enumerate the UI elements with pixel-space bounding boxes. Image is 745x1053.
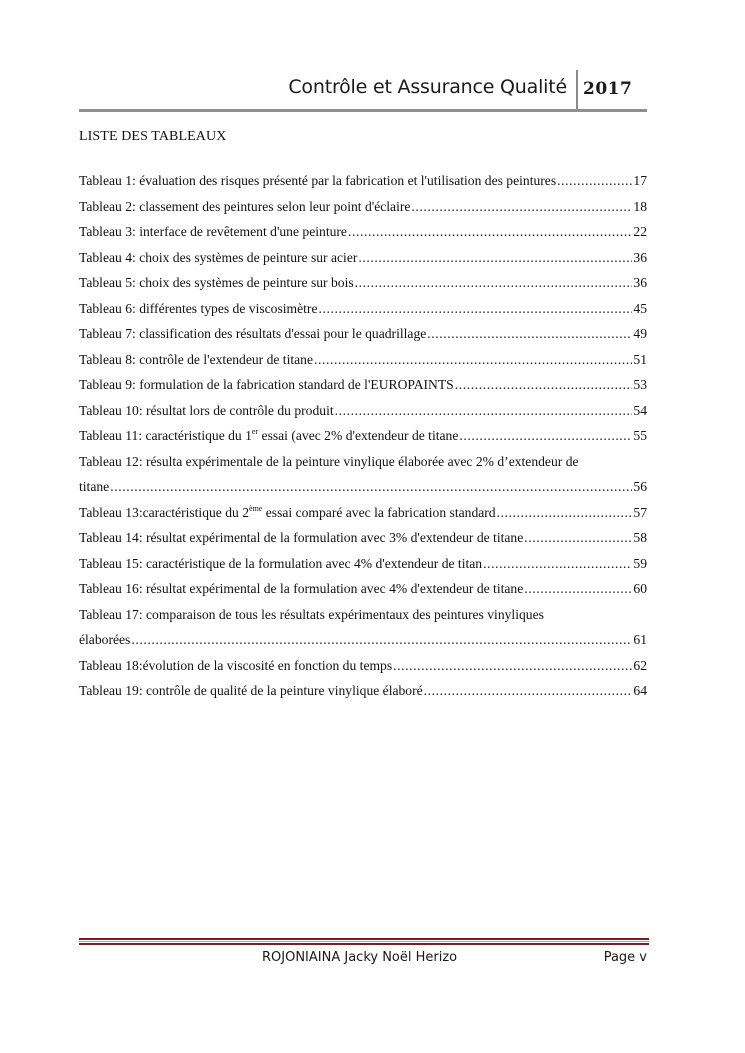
toc-entry-label-pre: Tableau 11: caractéristique du 1 bbox=[79, 428, 252, 443]
toc-entry-label: Tableau 10: résultat lors de contrôle du produit bbox=[79, 402, 334, 418]
toc-entry[interactable] bbox=[79, 474, 647, 500]
toc-entry-label: Tableau 4: choix des systèmes de peinture sur acier bbox=[79, 249, 358, 265]
toc-entry-page: 58 bbox=[633, 530, 647, 545]
header-rule bbox=[79, 109, 647, 112]
toc-entry[interactable] bbox=[79, 270, 647, 296]
toc-entry[interactable] bbox=[79, 678, 647, 704]
toc-entry-page: 51 bbox=[633, 351, 647, 367]
toc-entry-label: Tableau 19: contrôle de qualité de la peinture vinylique élaboré bbox=[79, 683, 423, 698]
dot-leader bbox=[483, 551, 632, 577]
footer-rule-bottom bbox=[79, 943, 649, 945]
header-title: Contrôle et Assurance Qualité bbox=[288, 76, 567, 98]
toc-entry-label-line1: Tableau 12: résulta expérimentale de la peinture vinylique élaborée avec 2% d’extendeur de bbox=[79, 453, 579, 469]
toc-entry-page: 56 bbox=[633, 479, 647, 494]
toc-entry-label: Tableau 8: contrôle de l'extendeur de titane bbox=[79, 351, 314, 367]
toc-entry-label: Tableau 9: formulation de la fabrication standard de l'EUROPAINTS bbox=[79, 377, 454, 392]
toc-entry[interactable] bbox=[79, 525, 647, 551]
dot-leader bbox=[424, 678, 633, 704]
toc-entry-page: 54 bbox=[633, 402, 647, 418]
footer-rule-top bbox=[79, 938, 649, 940]
toc-entry[interactable] bbox=[79, 219, 647, 245]
toc-entry-label: Tableau 18:évolution de la viscosité en fonction du temps bbox=[79, 657, 393, 673]
toc-entry-page: 62 bbox=[633, 657, 647, 673]
header-divider bbox=[576, 70, 578, 112]
toc-entry-page: 22 bbox=[633, 224, 647, 239]
toc-entry-label-pre: Tableau 13:caractéristique du 2 bbox=[79, 504, 250, 520]
toc-entry-label: Tableau 6: différentes types de viscosimètre bbox=[79, 300, 318, 316]
dot-leader bbox=[427, 321, 632, 347]
toc-entry-label bbox=[79, 500, 496, 526]
toc-entry-label-post: essai (avec 2% d'extendeur de titane bbox=[258, 428, 459, 443]
ordinal-superscript: er bbox=[251, 427, 259, 436]
toc-entry[interactable] bbox=[79, 423, 647, 449]
toc-entry-label: Tableau 16: résultat expérimental de la formulation avec 4% d'extendeur de titane bbox=[79, 581, 524, 596]
toc-entry-page: 53 bbox=[633, 377, 647, 392]
toc-entry-page: 61 bbox=[633, 632, 647, 647]
toc-entry-label: Tableau 3: interface de revêtement d'une peinture bbox=[79, 224, 347, 239]
toc-entry-label: élaborées bbox=[79, 632, 131, 647]
toc-entry-label: Tableau 14: résultat expérimental de la formulation avec 3% d'extendeur de titane bbox=[79, 530, 524, 545]
header-year: 2017 bbox=[583, 79, 633, 99]
toc-entry-page: 17 bbox=[633, 173, 647, 188]
dot-leader bbox=[459, 423, 632, 449]
dot-leader bbox=[411, 194, 632, 220]
toc-entry-label: Tableau 5: choix des systèmes de peinture sur bois bbox=[79, 275, 354, 290]
toc-entry-label-line1: Tableau 17: comparaison de tous les résultats expérimentaux des peintures vinyliques bbox=[79, 606, 544, 622]
section-title: LISTE DES TABLEAUX bbox=[79, 129, 227, 144]
toc-entry-page: 49 bbox=[633, 326, 647, 341]
dot-leader bbox=[355, 270, 633, 296]
toc-entry-page: 64 bbox=[633, 683, 647, 698]
toc-entry-page: 60 bbox=[633, 581, 647, 596]
toc-entry-wrapped-line[interactable] bbox=[79, 449, 647, 475]
dot-leader bbox=[110, 474, 632, 500]
toc-entry[interactable] bbox=[79, 296, 647, 322]
toc-entry-page: 57 bbox=[633, 504, 647, 520]
toc-entry[interactable] bbox=[79, 398, 647, 424]
toc-entry[interactable] bbox=[79, 168, 647, 194]
toc-entry-wrapped-line[interactable] bbox=[79, 602, 647, 628]
toc-entry-page: 18 bbox=[633, 198, 647, 214]
page-header bbox=[79, 70, 647, 112]
list-of-tables bbox=[79, 168, 647, 704]
toc-entry-label: titane bbox=[79, 479, 110, 494]
toc-entry[interactable] bbox=[79, 347, 647, 373]
toc-entry[interactable] bbox=[79, 627, 647, 653]
footer-rule-middle bbox=[79, 941, 649, 942]
dot-leader bbox=[455, 372, 633, 398]
dot-leader bbox=[524, 576, 632, 602]
dot-leader bbox=[319, 296, 633, 322]
toc-entry[interactable] bbox=[79, 372, 647, 398]
toc-entry[interactable] bbox=[79, 653, 647, 679]
toc-entry-label: Tableau 2: classement des peintures selon leur point d'éclaire bbox=[79, 198, 411, 214]
toc-entry-page: 59 bbox=[633, 555, 647, 571]
toc-entry[interactable] bbox=[79, 576, 647, 602]
toc-entry-label: Tableau 15: caractéristique de la formulation avec 4% d'extendeur de titan bbox=[79, 555, 483, 571]
toc-entry[interactable] bbox=[79, 321, 647, 347]
toc-entry[interactable] bbox=[79, 500, 647, 526]
toc-entry-label: Tableau 1: évaluation des risques présenté par la fabrication et l'utilisation des peintures bbox=[79, 173, 557, 188]
footer-author: ROJONIAINA Jacky Noël Herizo bbox=[262, 950, 458, 965]
dot-leader bbox=[335, 398, 633, 424]
dot-leader bbox=[393, 653, 632, 679]
toc-entry-page: 55 bbox=[633, 428, 647, 443]
toc-entry[interactable] bbox=[79, 245, 647, 271]
dot-leader bbox=[314, 347, 632, 373]
toc-entry-label: Tableau 7: classification des résultats d'essai pour le quadrillage bbox=[79, 326, 427, 341]
toc-entry-page: 36 bbox=[633, 275, 647, 290]
dot-leader bbox=[497, 500, 633, 526]
footer-page-number: Page v bbox=[603, 950, 647, 965]
dot-leader bbox=[557, 168, 632, 194]
toc-entry[interactable] bbox=[79, 194, 647, 220]
dot-leader bbox=[348, 219, 632, 245]
dot-leader bbox=[131, 627, 632, 653]
toc-entry[interactable] bbox=[79, 551, 647, 577]
toc-entry-label bbox=[79, 423, 458, 449]
toc-entry-page: 45 bbox=[633, 300, 647, 316]
dot-leader bbox=[524, 525, 632, 551]
toc-entry-label-post: essai comparé avec la fabrication standard bbox=[262, 504, 496, 520]
dot-leader bbox=[358, 245, 632, 271]
toc-entry-page: 36 bbox=[633, 249, 647, 265]
ordinal-superscript: ème bbox=[249, 503, 263, 513]
